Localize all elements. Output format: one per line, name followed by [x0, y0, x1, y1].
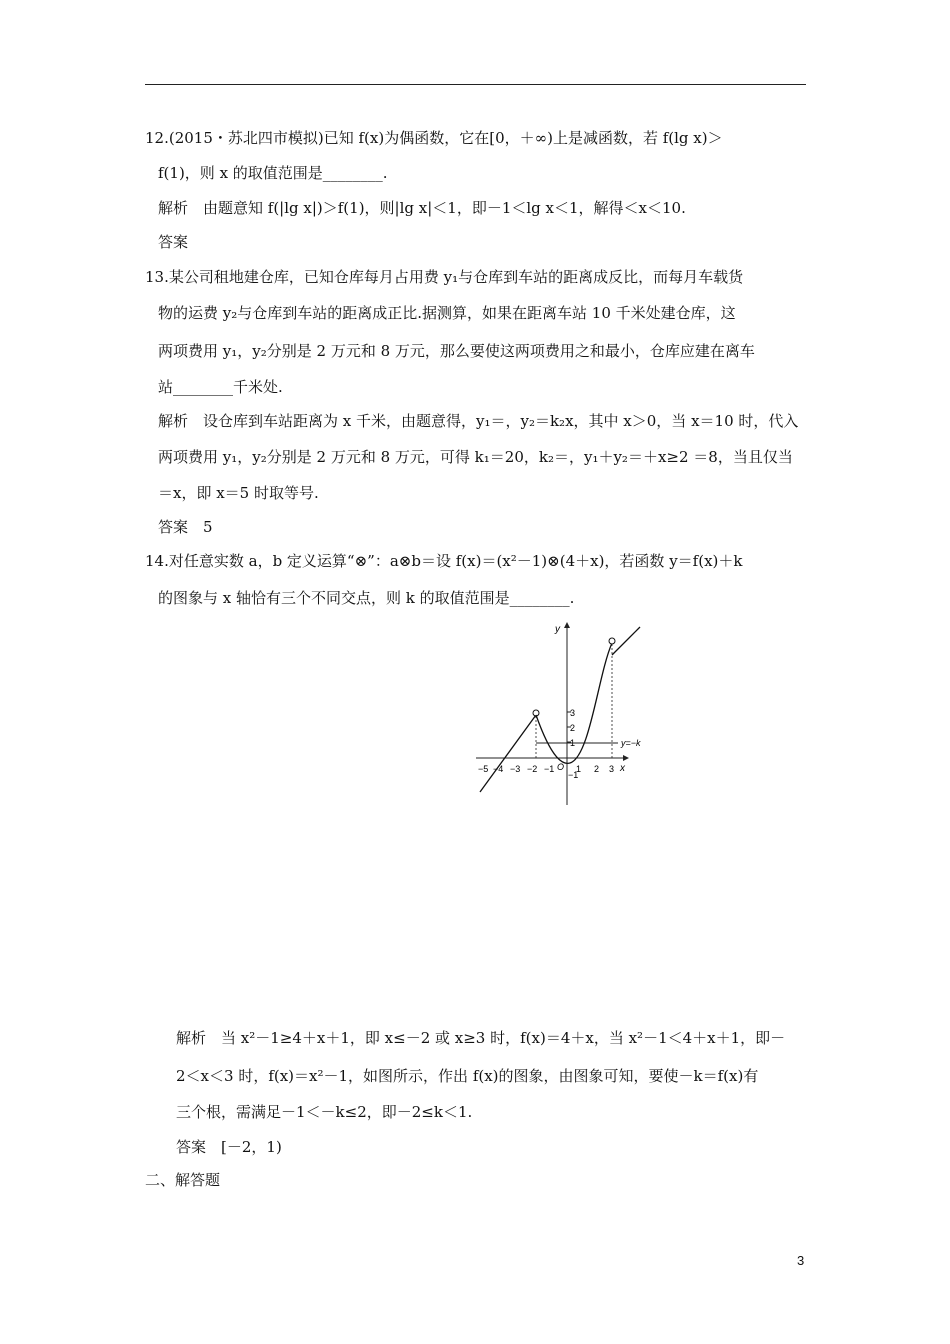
y-tick-label: 1 — [570, 738, 576, 748]
p13-question-line-4: 站________千米处. — [158, 378, 283, 396]
y-tick-label: 2 — [570, 723, 576, 733]
p13-analysis-line-1: 解析 设仓库到车站距离为 x 千米，由题意得，y₁＝，y₂＝k₂x，其中 x＞0，当 x＝10 时，代入 — [158, 412, 799, 430]
x-tick-label: −1 — [544, 764, 555, 774]
y-axis-label: y — [555, 624, 560, 635]
p13-question-line-1: 13.某公司租地建仓库，已知仓库每月占用费 y₁与仓库到车站的距离成反比，而每月车载货 — [145, 268, 744, 286]
p14-question-line-1: 14.对任意实数 a，b 定义运算“⊗”：a⊗b＝设 f(x)＝(x²－1)⊗(4＋x)，若函数 y＝f(x)＋k — [145, 552, 743, 570]
x-tick-label: −5 — [478, 764, 489, 774]
p13-question-line-2: 物的运费 y₂与仓库到车站的距离成正比.据测算，如果在距离车站 10 千米处建仓库，这 — [158, 304, 736, 322]
x-tick-label: 2 — [594, 764, 600, 774]
open-point-right — [609, 638, 615, 644]
p13-question-line-3: 两项费用 y₁，y₂分别是 2 万元和 8 万元，那么要使这两项费用之和最小，仓库应建在离车 — [158, 342, 755, 360]
p12-answer: 答案 — [158, 233, 189, 251]
right-line-segment — [612, 627, 640, 655]
section-heading: 二、解答题 — [145, 1171, 221, 1189]
p14-analysis-line-1: 解析 当 x²－1≥4＋x＋1，即 x≤－2 或 x≥3 时，f(x)＝4＋x，当 x²－1＜4＋x＋1，即－ — [176, 1029, 786, 1047]
p13-answer: 答案 5 — [158, 518, 213, 536]
origin-label: O — [557, 762, 565, 772]
y-tick-label: 3 — [570, 708, 576, 718]
header-rule — [145, 84, 806, 85]
page-number: 3 — [797, 1253, 805, 1268]
x-axis-label: x — [620, 763, 625, 774]
p13-analysis-line-2: 两项费用 y₁，y₂分别是 2 万元和 8 万元，可得 k₁＝20，k₂＝，y₁＋y₂＝＋x≥2 ＝8，当且仅当 — [158, 448, 793, 466]
p14-answer: 答案 [－2，1) — [176, 1138, 282, 1156]
p14-analysis-line-2: 2＜x＜3 时，f(x)＝x²－1，如图所示，作出 f(x)的图象，由图象可知，要使－k＝f(x)有 — [176, 1067, 759, 1085]
p12-question-line-1: 12.(2015・苏北四市模拟)已知 f(x)为偶函数，它在[0，＋∞)上是减函数，若 f(lg x)＞ — [145, 129, 723, 147]
p12-analysis: 解析 由题意知 f(|lg x|)＞f(1)，则|lg x|＜1，即－1＜lg x＜1，解得＜x＜10. — [158, 199, 686, 217]
x-tick-label: 3 — [609, 764, 615, 774]
function-graph — [470, 615, 650, 815]
x-tick-label: 1 — [576, 764, 582, 774]
x-tick-label: −2 — [527, 764, 538, 774]
p14-question-line-2: 的图象与 x 轴恰有三个不同交点，则 k 的取值范围是________. — [158, 589, 575, 607]
p12-question-line-2: f(1)，则 x 的取值范围是________. — [158, 164, 388, 182]
x-tick-label: −4 — [493, 764, 504, 774]
y-tick-label: −1 — [568, 770, 579, 780]
left-line-segment — [480, 715, 536, 792]
horizontal-line-label: y=−k — [621, 738, 641, 748]
p13-analysis-line-3: ＝x，即 x＝5 时取等号. — [158, 484, 319, 502]
x-tick-label: −3 — [510, 764, 521, 774]
p14-analysis-line-3: 三个根，需满足－1＜－k≤2，即－2≤k＜1. — [176, 1103, 473, 1121]
